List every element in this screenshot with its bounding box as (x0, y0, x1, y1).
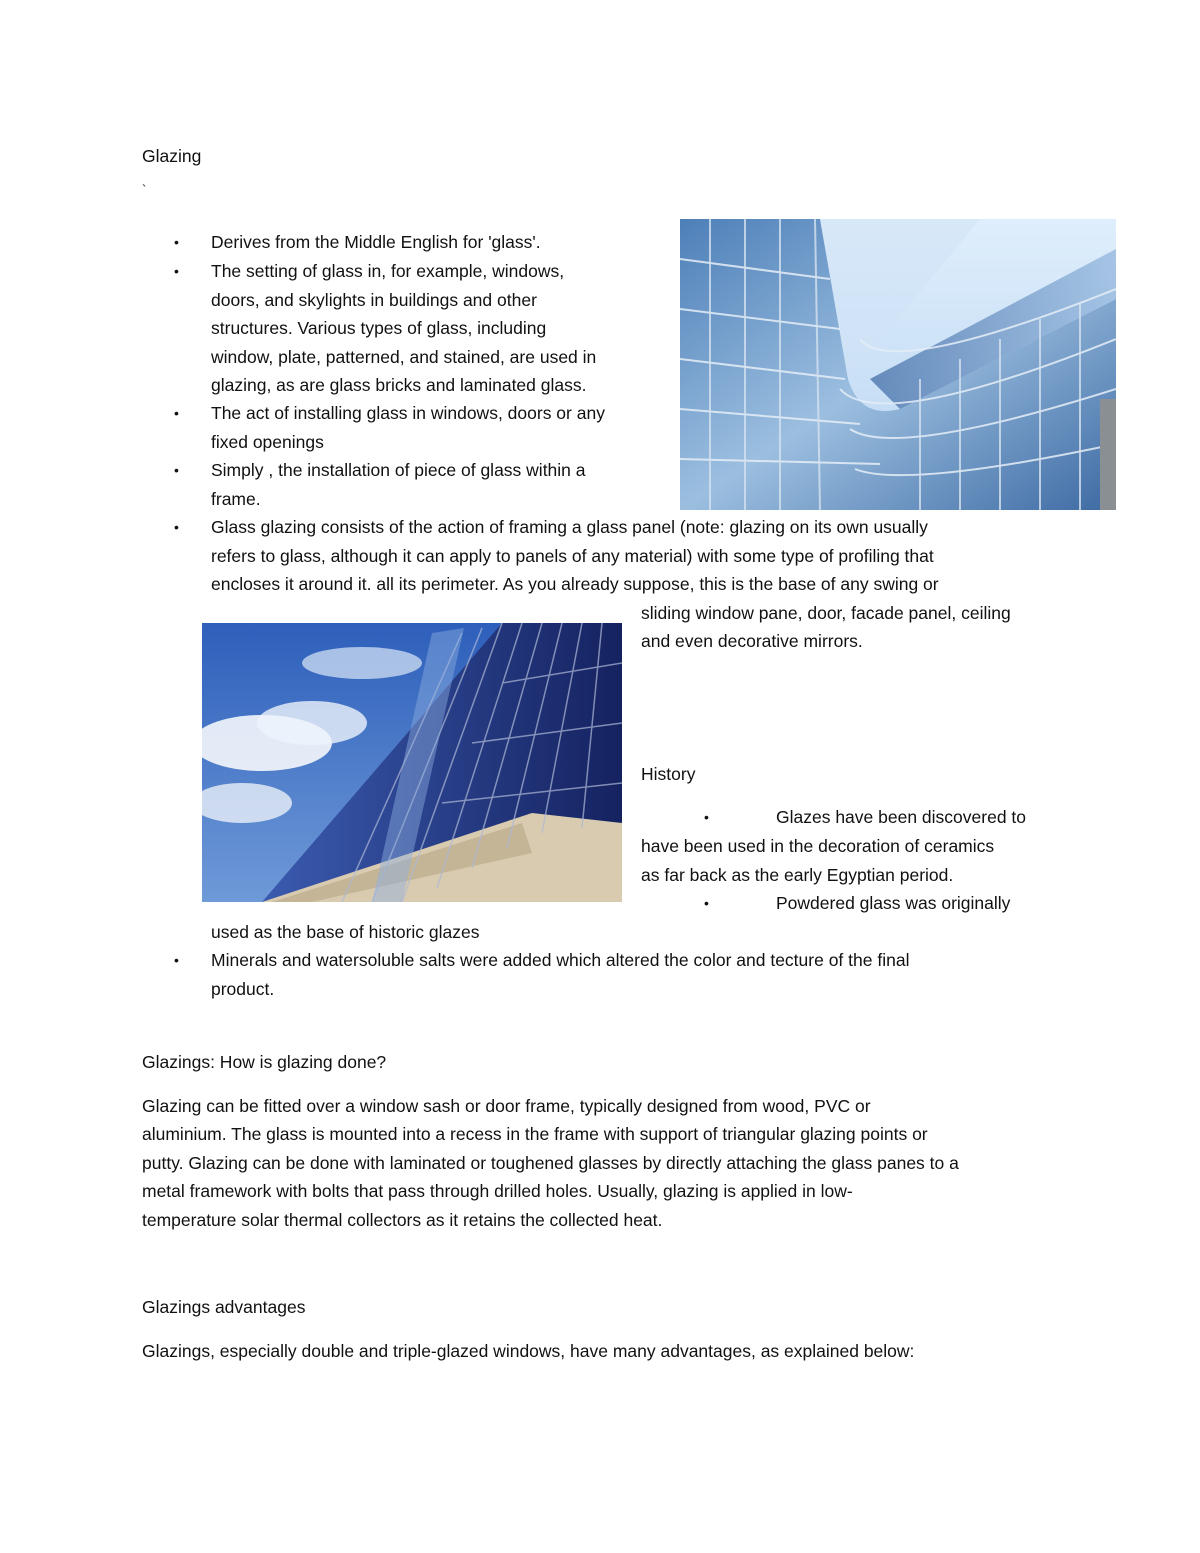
definition-line: encloses it around it. all its perimeter. As you already suppose, this is the base of any swing or (211, 574, 939, 594)
how-paragraph-line: metal framework with bolts that pass through drilled holes. Usually, glazing is applied in low- (142, 1181, 853, 1201)
definition-line: Derives from the Middle English for 'glass'. (211, 232, 541, 252)
definition-line: fixed openings (211, 432, 324, 452)
history-line: Minerals and watersoluble salts were added which altered the color and tecture of the final (211, 950, 910, 970)
history-line: as far back as the early Egyptian period. (641, 865, 954, 885)
definition-line: doors, and skylights in buildings and other (211, 290, 537, 310)
how-paragraph-line: aluminium. The glass is mounted into a recess in the frame with support of triangular glazing points or (142, 1124, 928, 1144)
glass-facade-photo (680, 219, 1116, 510)
how-heading: Glazings: How is glazing done? (142, 1052, 387, 1072)
bullet-marker: • (704, 809, 709, 825)
how-paragraph-line: temperature solar thermal collectors as it retains the collected heat. (142, 1210, 663, 1230)
advantages-paragraph-line: Glazings, especially double and triple-glazed windows, have many advantages, as explained below: (142, 1341, 915, 1361)
history-heading: History (641, 764, 696, 784)
bullet-marker: • (174, 519, 179, 535)
bullet-marker: • (704, 895, 709, 911)
definition-line: Simply , the installation of piece of glass within a (211, 460, 586, 480)
how-paragraph-line: Glazing can be fitted over a window sash or door frame, typically designed from wood, PVC or (142, 1096, 871, 1116)
definition-line: window, plate, patterned, and stained, are used in (211, 347, 597, 367)
definition-line: frame. (211, 489, 261, 509)
history-line: used as the base of historic glazes (211, 922, 480, 942)
definition-line: structures. Various types of glass, including (211, 318, 547, 338)
definition-line: glazing, as are glass bricks and laminated glass. (211, 375, 587, 395)
bullet-marker: • (174, 405, 179, 421)
bullet-marker: • (174, 263, 179, 279)
bullet-marker: • (174, 234, 179, 250)
history-line: Powdered glass was originally (776, 893, 1011, 913)
history-line: product. (211, 979, 275, 999)
how-paragraph-line: putty. Glazing can be done with laminated or toughened glasses by directly attaching the glass panes to a (142, 1153, 959, 1173)
history-line: have been used in the decoration of ceramics (641, 836, 995, 856)
definition-line: and even decorative mirrors. (641, 631, 863, 651)
definition-line: refers to glass, although it can apply to panels of any material) with some type of profiling that (211, 546, 934, 566)
history-line: Glazes have been discovered to (776, 807, 1027, 827)
stray-mark: ` (142, 182, 147, 197)
definition-line: The setting of glass in, for example, windows, (211, 261, 565, 281)
bullet-marker: • (174, 952, 179, 968)
page-title: Glazing (142, 146, 202, 166)
definition-line: Glass glazing consists of the action of framing a glass panel (note: glazing on its own usually (211, 517, 928, 537)
definition-line: The act of installing glass in windows, doors or any (211, 403, 605, 423)
definition-line: sliding window pane, door, facade panel, ceiling (641, 603, 1011, 623)
bullet-marker: • (174, 462, 179, 478)
advantages-heading: Glazings advantages (142, 1297, 306, 1317)
angled-facade-photo (202, 623, 622, 902)
